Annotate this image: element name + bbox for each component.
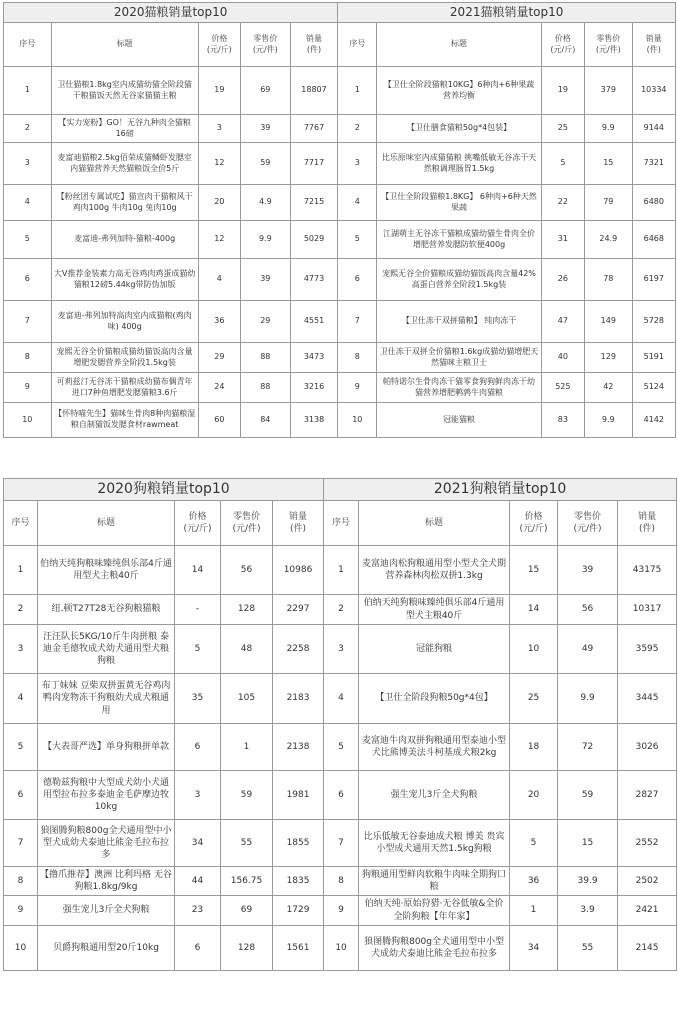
cat-2020-retail-cell: 9.9: [240, 221, 290, 259]
cat-2021-name-cell: 比乐原味室内成猫猫粮 挑嘴低敏无谷冻干天然粮调理肠胃1.5kg: [377, 143, 541, 185]
dog-2020-rank-cell: 1: [4, 546, 38, 595]
cat-2020-price-cell: 4: [198, 259, 240, 301]
table-row: [4, 926, 677, 971]
cat-2021-sales-cell: 6197: [632, 259, 675, 301]
cat-2020-rank-cell: 7: [4, 301, 52, 343]
dog-2020-sales-cell: 1835: [273, 867, 324, 896]
cat-2020-price-cell: 12: [198, 221, 240, 259]
cat-2021-rank-cell: 4: [338, 185, 377, 221]
cat-2021-sales-cell: 5124: [632, 373, 675, 403]
table-row: [4, 867, 677, 896]
cat-2021-name-cell: 帕特诺尔生骨肉冻干猫零食狗狗鲜肉冻干幼猫营养增肥鹌鹑牛肉猫粮: [377, 373, 541, 403]
dog-2020-rank-cell: 8: [4, 867, 38, 896]
cat-2020-name-cell: 麦富迪-弗列加特-猫粮-400g: [51, 221, 198, 259]
dog-2020-name-cell: 贝爵狗粮通用型20斤10kg: [38, 926, 175, 971]
dog-2021-sales-cell: 3445: [618, 674, 677, 724]
dog-2020-price-cell: 5: [175, 625, 221, 674]
table-row: [4, 674, 677, 724]
dog-2021-retail-cell: 39.9: [558, 867, 618, 896]
cat-2021-sales-cell: 5191: [632, 343, 675, 373]
cat-2020-name-cell: 麦富迪-弗列加特高肉室内成猫粮(鸡肉味) 400g: [51, 301, 198, 343]
cat-2020-retail-cell: 39: [240, 115, 290, 143]
cat-2020-price-cell: 60: [198, 403, 240, 438]
cat-2020-header-price: 价格 (元/斤): [198, 23, 240, 67]
dog-2020-sales-cell: 1561: [273, 926, 324, 971]
dog-2021-header-price: 价格 (元/斤): [510, 501, 558, 546]
table-row: [4, 403, 676, 438]
dog-2021-name-cell: 强生宠儿3斤全犬狗粮: [359, 771, 510, 820]
cat-2020-price-cell: 24: [198, 373, 240, 403]
dog-2021-header-rank: 序号: [324, 501, 359, 546]
dog-2021-retail-cell: 3.9: [558, 896, 618, 926]
table-row: [4, 724, 677, 771]
table-row: [4, 546, 677, 595]
dog-2020-sales-cell: 1729: [273, 896, 324, 926]
dog-2020-name-cell: 强生宠儿3斤全犬狗粮: [38, 896, 175, 926]
dog-2021-rank-cell: 10: [324, 926, 359, 971]
cat-2020-header-name: 标题: [51, 23, 198, 67]
cat-2021-price-cell: 26: [541, 259, 584, 301]
cat-2021-price-cell: 83: [541, 403, 584, 438]
cat-2021-rank-cell: 5: [338, 221, 377, 259]
table-row: [4, 259, 676, 301]
dog-2021-rank-cell: 4: [324, 674, 359, 724]
dog-2020-price-cell: 3: [175, 771, 221, 820]
dog-2021-sales-cell: 2502: [618, 867, 677, 896]
cat-2021-sales-cell: 6480: [632, 185, 675, 221]
table-row: [4, 595, 677, 625]
cat-2020-header-rank: 序号: [4, 23, 52, 67]
cat-2021-retail-cell: 42: [585, 373, 633, 403]
dog-2020-name-cell: 伯纳天纯狗粮味臻纯俱乐部4斤通用型犬主粮40斤: [38, 546, 175, 595]
dog-2021-price-cell: 10: [510, 625, 558, 674]
dog-2021-name-cell: 伯纳天纯·原始狩猎·无谷低敏&全价全阶狗粮【年年家】: [359, 896, 510, 926]
cat-2020-rank-cell: 9: [4, 373, 52, 403]
cat-2021-name-cell: 【卫仕全阶段猫粮10KG】6种肉+6种果蔬 营养均衡: [377, 67, 541, 115]
dog-2020-title: 2020狗粮销量top10: [4, 479, 324, 501]
cat-2020-rank-cell: 10: [4, 403, 52, 438]
cat-2020-title: 2020猫粮销量top10: [4, 3, 338, 23]
dog-2021-header-name: 标题: [359, 501, 510, 546]
dog-2020-header-rank: 序号: [4, 501, 38, 546]
cat-2021-retail-cell: 9.9: [585, 115, 633, 143]
cat-2021-header-rank: 序号: [338, 23, 377, 67]
cat-2021-name-cell: 【卫仕冻干双拼猫粮】 纯肉冻干: [377, 301, 541, 343]
table-row: [4, 115, 676, 143]
dog-2020-header-sales: 销量 (件): [273, 501, 324, 546]
cat-2020-retail-cell: 88: [240, 373, 290, 403]
dog-2020-price-cell: 14: [175, 546, 221, 595]
dog-2021-price-cell: 18: [510, 724, 558, 771]
cat-2020-rank-cell: 6: [4, 259, 52, 301]
cat-2020-retail-cell: 84: [240, 403, 290, 438]
dog-2020-rank-cell: 2: [4, 595, 38, 625]
cat-2020-sales-cell: 4551: [290, 301, 338, 343]
cat-2021-price-cell: 19: [541, 67, 584, 115]
dog-2020-retail-cell: 1: [221, 724, 273, 771]
dog-2021-price-cell: 36: [510, 867, 558, 896]
cat-2020-retail-cell: 4.9: [240, 185, 290, 221]
dog-2020-sales-cell: 2297: [273, 595, 324, 625]
dog-2021-sales-cell: 2145: [618, 926, 677, 971]
dog-2020-rank-cell: 3: [4, 625, 38, 674]
dog-2020-retail-cell: 105: [221, 674, 273, 724]
cat-2021-header-retail: 零售价 (元/件): [585, 23, 633, 67]
cat-2021-price-cell: 525: [541, 373, 584, 403]
cat-table-body: [4, 3, 676, 438]
cat-2020-retail-cell: 29: [240, 301, 290, 343]
cat-2020-name-cell: 【粉丝团专属试吃】猫宣肉干猫粮风干鸡肉100g 牛肉10g 兔肉10g: [51, 185, 198, 221]
dog-2020-price-cell: 6: [175, 926, 221, 971]
dog-2021-retail-cell: 9.9: [558, 674, 618, 724]
dog-2021-name-cell: 麦富迪肉松狗粮通用型小型犬全犬期营养森林肉松双拼1.3kg: [359, 546, 510, 595]
cat-2020-name-cell: 可莉兹汀无谷冻干猫粮成幼猫布偶青年进口7种鱼增肥发腮猫粮3.6斤: [51, 373, 198, 403]
dog-2020-price-cell: 34: [175, 820, 221, 867]
dog-title-row: [4, 479, 677, 501]
cat-2020-retail-cell: 39: [240, 259, 290, 301]
cat-2021-rank-cell: 7: [338, 301, 377, 343]
cat-2021-sales-cell: 10334: [632, 67, 675, 115]
dog-2021-retail-cell: 55: [558, 926, 618, 971]
dog-2021-rank-cell: 5: [324, 724, 359, 771]
dog-2020-price-cell: 23: [175, 896, 221, 926]
cat-2021-name-cell: 【卫仕膳食猫粮50g*4包装】: [377, 115, 541, 143]
dog-2020-name-cell: 狼图腾狗粮800g全犬通用型中小型犬成幼犬泰迪比熊金毛拉布拉多: [38, 820, 175, 867]
dog-2021-sales-cell: 2827: [618, 771, 677, 820]
cat-2021-name-cell: 冠能猫粮: [377, 403, 541, 438]
dog-2021-rank-cell: 3: [324, 625, 359, 674]
cat-2021-name-cell: 卫仕冻干双拼全价猫粮1.6kg成猫幼猫增肥天然猫咪主粮卫士: [377, 343, 541, 373]
dog-2021-rank-cell: 7: [324, 820, 359, 867]
cat-2021-name-cell: 江湖萌主无谷冻干猫粮成猫幼猫生骨肉全价增肥营养发腮防软便400g: [377, 221, 541, 259]
cat-2020-retail-cell: 69: [240, 67, 290, 115]
dog-2020-sales-cell: 2138: [273, 724, 324, 771]
dog-2020-rank-cell: 7: [4, 820, 38, 867]
dog-2021-price-cell: 14: [510, 595, 558, 625]
dog-2021-rank-cell: 6: [324, 771, 359, 820]
dog-2020-retail-cell: 48: [221, 625, 273, 674]
dog-header-row: [4, 501, 677, 546]
cat-2021-price-cell: 22: [541, 185, 584, 221]
dog-2020-rank-cell: 5: [4, 724, 38, 771]
dog-2021-price-cell: 1: [510, 896, 558, 926]
cat-2020-price-cell: 12: [198, 143, 240, 185]
cat-2020-price-cell: 19: [198, 67, 240, 115]
cat-2021-sales-cell: 7321: [632, 143, 675, 185]
cat-2020-price-cell: 20: [198, 185, 240, 221]
cat-2020-price-cell: 36: [198, 301, 240, 343]
cat-2021-title: 2021猫粮销量top10: [338, 3, 676, 23]
cat-2020-retail-cell: 88: [240, 343, 290, 373]
dog-2021-retail-cell: 59: [558, 771, 618, 820]
dog-2021-sales-cell: 2552: [618, 820, 677, 867]
dog-food-table: [3, 478, 677, 971]
dog-2021-name-cell: 狗粮通用型鲜肉软粮牛肉味全期狗口粮: [359, 867, 510, 896]
dog-2021-price-cell: 15: [510, 546, 558, 595]
dog-2021-name-cell: 伯纳天纯狗粮味臻纯俱乐部4斤通用型犬主粮40斤: [359, 595, 510, 625]
dog-2020-retail-cell: 156.75: [221, 867, 273, 896]
cat-2021-name-cell: 宠熙无谷全价猫粮成猫幼猫饭高肉含量42%高蛋白营养全阶段1.5kg装: [377, 259, 541, 301]
dog-2020-name-cell: 汪汪队长5KG/10斤牛肉拼粮 泰迪金毛德牧成犬幼犬通用型犬粮 狗粮: [38, 625, 175, 674]
dog-2020-name-cell: 【撸爪推荐】澳洲 比利玛格 无谷狗粮1.8kg/9kg: [38, 867, 175, 896]
cat-2020-price-cell: 3: [198, 115, 240, 143]
cat-2021-price-cell: 40: [541, 343, 584, 373]
cat-2020-retail-cell: 59: [240, 143, 290, 185]
cat-2021-price-cell: 31: [541, 221, 584, 259]
cat-2021-retail-cell: 149: [585, 301, 633, 343]
dog-2020-name-cell: 纽.顿T27T28无谷狗粮猫粮: [38, 595, 175, 625]
cat-2020-name-cell: 卫仕猫粮1.8kg室内成猫幼猫全阶段猫干粮猫饭天然无谷家猫猫主粮: [51, 67, 198, 115]
cat-2020-sales-cell: 3138: [290, 403, 338, 438]
dog-2021-rank-cell: 9: [324, 896, 359, 926]
table-row: [4, 67, 676, 115]
dog-2020-price-cell: 44: [175, 867, 221, 896]
dog-2020-retail-cell: 128: [221, 595, 273, 625]
dog-2021-rank-cell: 2: [324, 595, 359, 625]
table-row: [4, 301, 676, 343]
dog-2020-header-retail: 零售价 (元/件): [221, 501, 273, 546]
cat-2021-retail-cell: 129: [585, 343, 633, 373]
dog-2020-retail-cell: 55: [221, 820, 273, 867]
dog-2020-retail-cell: 59: [221, 771, 273, 820]
cat-2021-rank-cell: 3: [338, 143, 377, 185]
cat-2020-sales-cell: 3473: [290, 343, 338, 373]
cat-2020-rank-cell: 4: [4, 185, 52, 221]
dog-2020-price-cell: 35: [175, 674, 221, 724]
cat-2020-name-cell: 【实力宠粉】GO！无谷九种肉全猫粮 16磅: [51, 115, 198, 143]
cat-2020-sales-cell: 3216: [290, 373, 338, 403]
cat-2020-price-cell: 29: [198, 343, 240, 373]
table-row: [4, 373, 676, 403]
cat-2020-sales-cell: 7767: [290, 115, 338, 143]
dog-2021-name-cell: 麦富迪牛肉双拼狗粮通用型泰迪小型犬比熊博美法斗柯基成犬粮2kg: [359, 724, 510, 771]
table-row: [4, 896, 677, 926]
dog-2020-rank-cell: 4: [4, 674, 38, 724]
cat-2021-price-cell: 47: [541, 301, 584, 343]
dog-2020-rank-cell: 10: [4, 926, 38, 971]
dog-2021-name-cell: 狼图腾狗粮800g全犬通用型中小型犬成幼犬泰迪比熊金毛拉布拉多: [359, 926, 510, 971]
cat-title-row: [4, 3, 676, 23]
table-row: [4, 343, 676, 373]
dog-2021-retail-cell: 39: [558, 546, 618, 595]
dog-2021-rank-cell: 8: [324, 867, 359, 896]
dog-2021-sales-cell: 3026: [618, 724, 677, 771]
cat-2021-retail-cell: 379: [585, 67, 633, 115]
dog-2021-name-cell: 冠能狗粮: [359, 625, 510, 674]
cat-2021-sales-cell: 9144: [632, 115, 675, 143]
dog-2021-header-retail: 零售价 (元/件): [558, 501, 618, 546]
cat-2021-rank-cell: 1: [338, 67, 377, 115]
dog-2020-price-cell: 6: [175, 724, 221, 771]
cat-2021-retail-cell: 15: [585, 143, 633, 185]
dog-2021-sales-cell: 43175: [618, 546, 677, 595]
dog-2020-sales-cell: 10986: [273, 546, 324, 595]
dog-2020-rank-cell: 6: [4, 771, 38, 820]
dog-2021-price-cell: 25: [510, 674, 558, 724]
dog-2021-sales-cell: 3595: [618, 625, 677, 674]
cat-2021-retail-cell: 24.9: [585, 221, 633, 259]
dog-2021-title: 2021狗粮销量top10: [324, 479, 677, 501]
cat-2021-sales-cell: 5728: [632, 301, 675, 343]
dog-2020-name-cell: 布丁妹妹 豆柴双拼蛋黄无谷鸡肉鸭肉宠物冻干狗粮幼犬成犬粮通用: [38, 674, 175, 724]
cat-2020-rank-cell: 2: [4, 115, 52, 143]
cat-2021-retail-cell: 9.9: [585, 403, 633, 438]
table-row: [4, 185, 676, 221]
dog-2020-name-cell: 德勒兹狗粮中大型成犬幼小犬通用型拉布拉多泰迪金毛萨摩边牧10kg: [38, 771, 175, 820]
dog-2021-sales-cell: 10317: [618, 595, 677, 625]
dog-table-body: [4, 479, 677, 971]
cat-2021-retail-cell: 78: [585, 259, 633, 301]
dog-2021-price-cell: 34: [510, 926, 558, 971]
dog-2021-header-sales: 销量 (件): [618, 501, 677, 546]
cat-2020-name-cell: 宠熙无谷全价猫粮成猫幼猫饭高肉含量增肥发腮营养全阶段1.5kg装: [51, 343, 198, 373]
dog-2020-retail-cell: 69: [221, 896, 273, 926]
cat-2020-sales-cell: 18807: [290, 67, 338, 115]
table-row: [4, 625, 677, 674]
dog-2020-retail-cell: 56: [221, 546, 273, 595]
cat-2020-rank-cell: 8: [4, 343, 52, 373]
cat-2021-sales-cell: 6468: [632, 221, 675, 259]
table-row: [4, 221, 676, 259]
cat-2021-rank-cell: 2: [338, 115, 377, 143]
dog-2021-retail-cell: 56: [558, 595, 618, 625]
cat-2020-header-retail: 零售价 (元/件): [240, 23, 290, 67]
dog-2020-name-cell: 【大表哥严选】单身狗粮拼单款: [38, 724, 175, 771]
dog-2021-retail-cell: 49: [558, 625, 618, 674]
dog-2020-sales-cell: 1855: [273, 820, 324, 867]
dog-2021-name-cell: 【卫仕全阶段狗粮50g*4包】: [359, 674, 510, 724]
cat-2020-sales-cell: 7717: [290, 143, 338, 185]
cat-2021-rank-cell: 6: [338, 259, 377, 301]
cat-2021-rank-cell: 10: [338, 403, 377, 438]
dog-2021-retail-cell: 15: [558, 820, 618, 867]
cat-2021-sales-cell: 4142: [632, 403, 675, 438]
cat-2021-rank-cell: 8: [338, 343, 377, 373]
dog-2021-rank-cell: 1: [324, 546, 359, 595]
cat-2020-name-cell: 【怀特喵先生】猫咪生骨肉8种肉猫粮湿粮自制猫饭发腮食材rawmeat: [51, 403, 198, 438]
cat-2021-header-name: 标题: [377, 23, 541, 67]
dog-2021-name-cell: 比乐低敏无谷泰迪成犬粮 博美 贵宾小型成犬通用天然1.5kg狗粮: [359, 820, 510, 867]
cat-2020-name-cell: 大V推荐金装素力高无谷鸡肉鸡蛋成猫幼猫粮12磅5.44kg带防伪加版: [51, 259, 198, 301]
cat-2020-rank-cell: 3: [4, 143, 52, 185]
table-row: [4, 820, 677, 867]
cat-2021-retail-cell: 79: [585, 185, 633, 221]
cat-2020-sales-cell: 7215: [290, 185, 338, 221]
cat-2021-name-cell: 【卫仕全阶段猫粮1.8KG】 6种肉+6种天然果蔬: [377, 185, 541, 221]
dog-2020-rank-cell: 9: [4, 896, 38, 926]
table-row: [4, 771, 677, 820]
dog-2020-sales-cell: 1981: [273, 771, 324, 820]
cat-2020-sales-cell: 5029: [290, 221, 338, 259]
cat-2021-rank-cell: 9: [338, 373, 377, 403]
dog-2021-price-cell: 5: [510, 820, 558, 867]
dog-2020-sales-cell: 2258: [273, 625, 324, 674]
cat-2021-price-cell: 25: [541, 115, 584, 143]
cat-2020-name-cell: 麦富迪猫粮2.5kg佰荣成猫鳞虾发腮室内猫猫营养天然猫粮饭全价5斤: [51, 143, 198, 185]
dog-2020-header-name: 标题: [38, 501, 175, 546]
dog-2021-retail-cell: 72: [558, 724, 618, 771]
dog-2021-price-cell: 20: [510, 771, 558, 820]
cat-header-row: [4, 23, 676, 67]
dog-2020-header-price: 价格 (元/斤): [175, 501, 221, 546]
cat-2020-rank-cell: 5: [4, 221, 52, 259]
cat-food-table: [3, 2, 676, 438]
dog-2021-sales-cell: 2421: [618, 896, 677, 926]
cat-2020-sales-cell: 4773: [290, 259, 338, 301]
dog-2020-sales-cell: 2183: [273, 674, 324, 724]
table-row: [4, 143, 676, 185]
cat-2021-header-sales: 销量 (件): [632, 23, 675, 67]
cat-2021-price-cell: 5: [541, 143, 584, 185]
dog-2020-price-cell: -: [175, 595, 221, 625]
cat-2020-header-sales: 销量 (件): [290, 23, 338, 67]
cat-2020-rank-cell: 1: [4, 67, 52, 115]
cat-2021-header-price: 价格 (元/斤): [541, 23, 584, 67]
dog-2020-retail-cell: 128: [221, 926, 273, 971]
